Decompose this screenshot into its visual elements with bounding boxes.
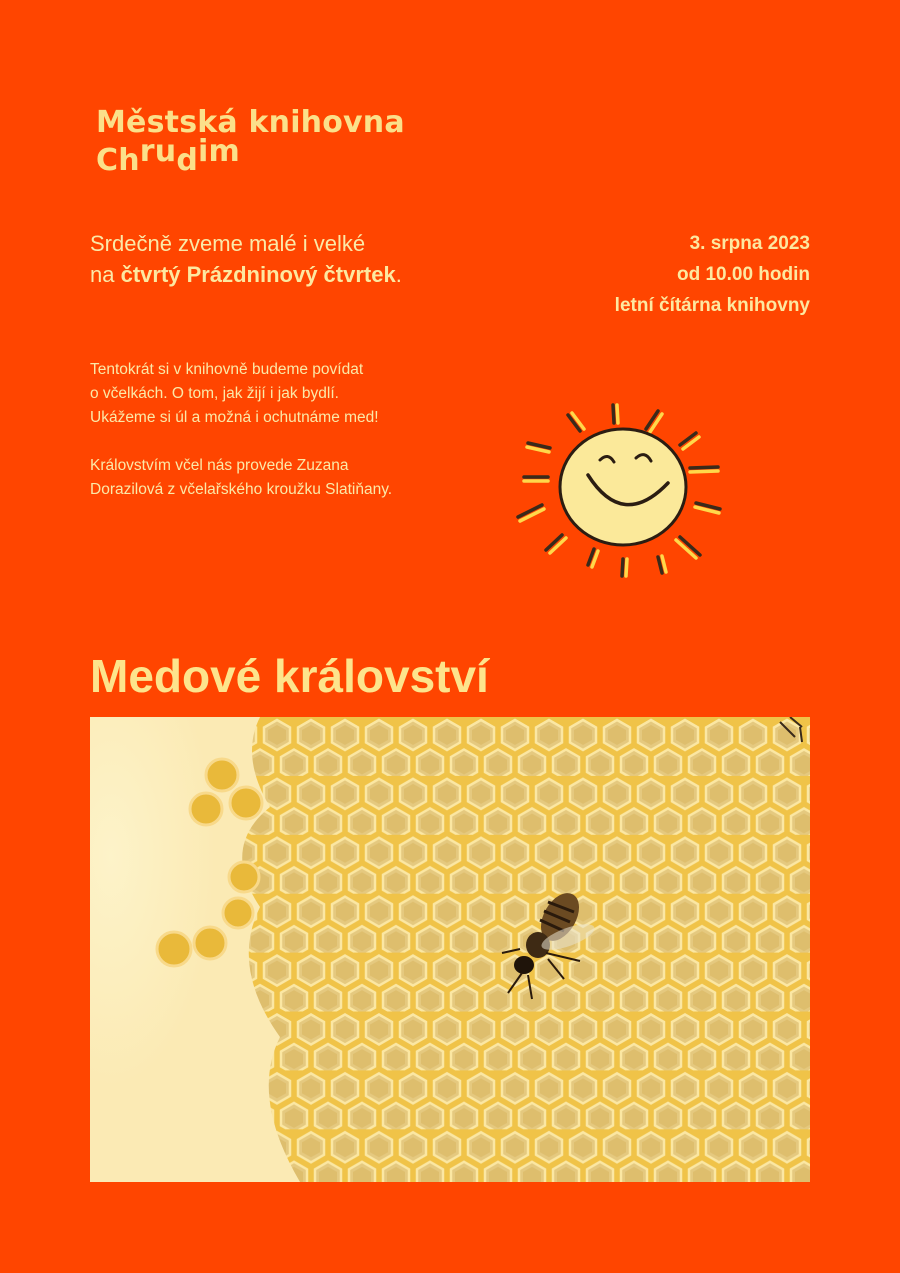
description-paragraph-2: Královstvím včel nás provede Zuzana Dorazilová z včelařského kroužku Slatiňany. bbox=[90, 457, 393, 498]
event-title: Medové království bbox=[90, 650, 489, 702]
invitation-text: Srdečně zveme malé i velké na čtvrtý Prázdninový čtvrtek. bbox=[90, 231, 402, 287]
logo-line2: Chrudim bbox=[96, 134, 240, 178]
logo-line1: Městská knihovna bbox=[96, 105, 405, 140]
honeycomb-bee-photo bbox=[90, 717, 810, 1182]
smiling-sun-icon bbox=[510, 395, 730, 585]
library-logo bbox=[96, 104, 405, 180]
event-date: 3. srpna 2023 bbox=[689, 233, 810, 254]
event-place: letní čítárna knihovny bbox=[614, 295, 810, 316]
event-time: od 10.00 hodin bbox=[676, 264, 810, 285]
event-info bbox=[490, 228, 810, 321]
event-name: čtvrtý Prázdninový čtvrtek bbox=[120, 262, 396, 287]
description-paragraph-1: Tentokrát si v knihovně budeme povídat o včelkách. O tom, jak žijí i jak bydlí. Ukážeme si úl a možná i ochutnáme med! bbox=[90, 361, 379, 426]
event-description bbox=[90, 358, 470, 526]
